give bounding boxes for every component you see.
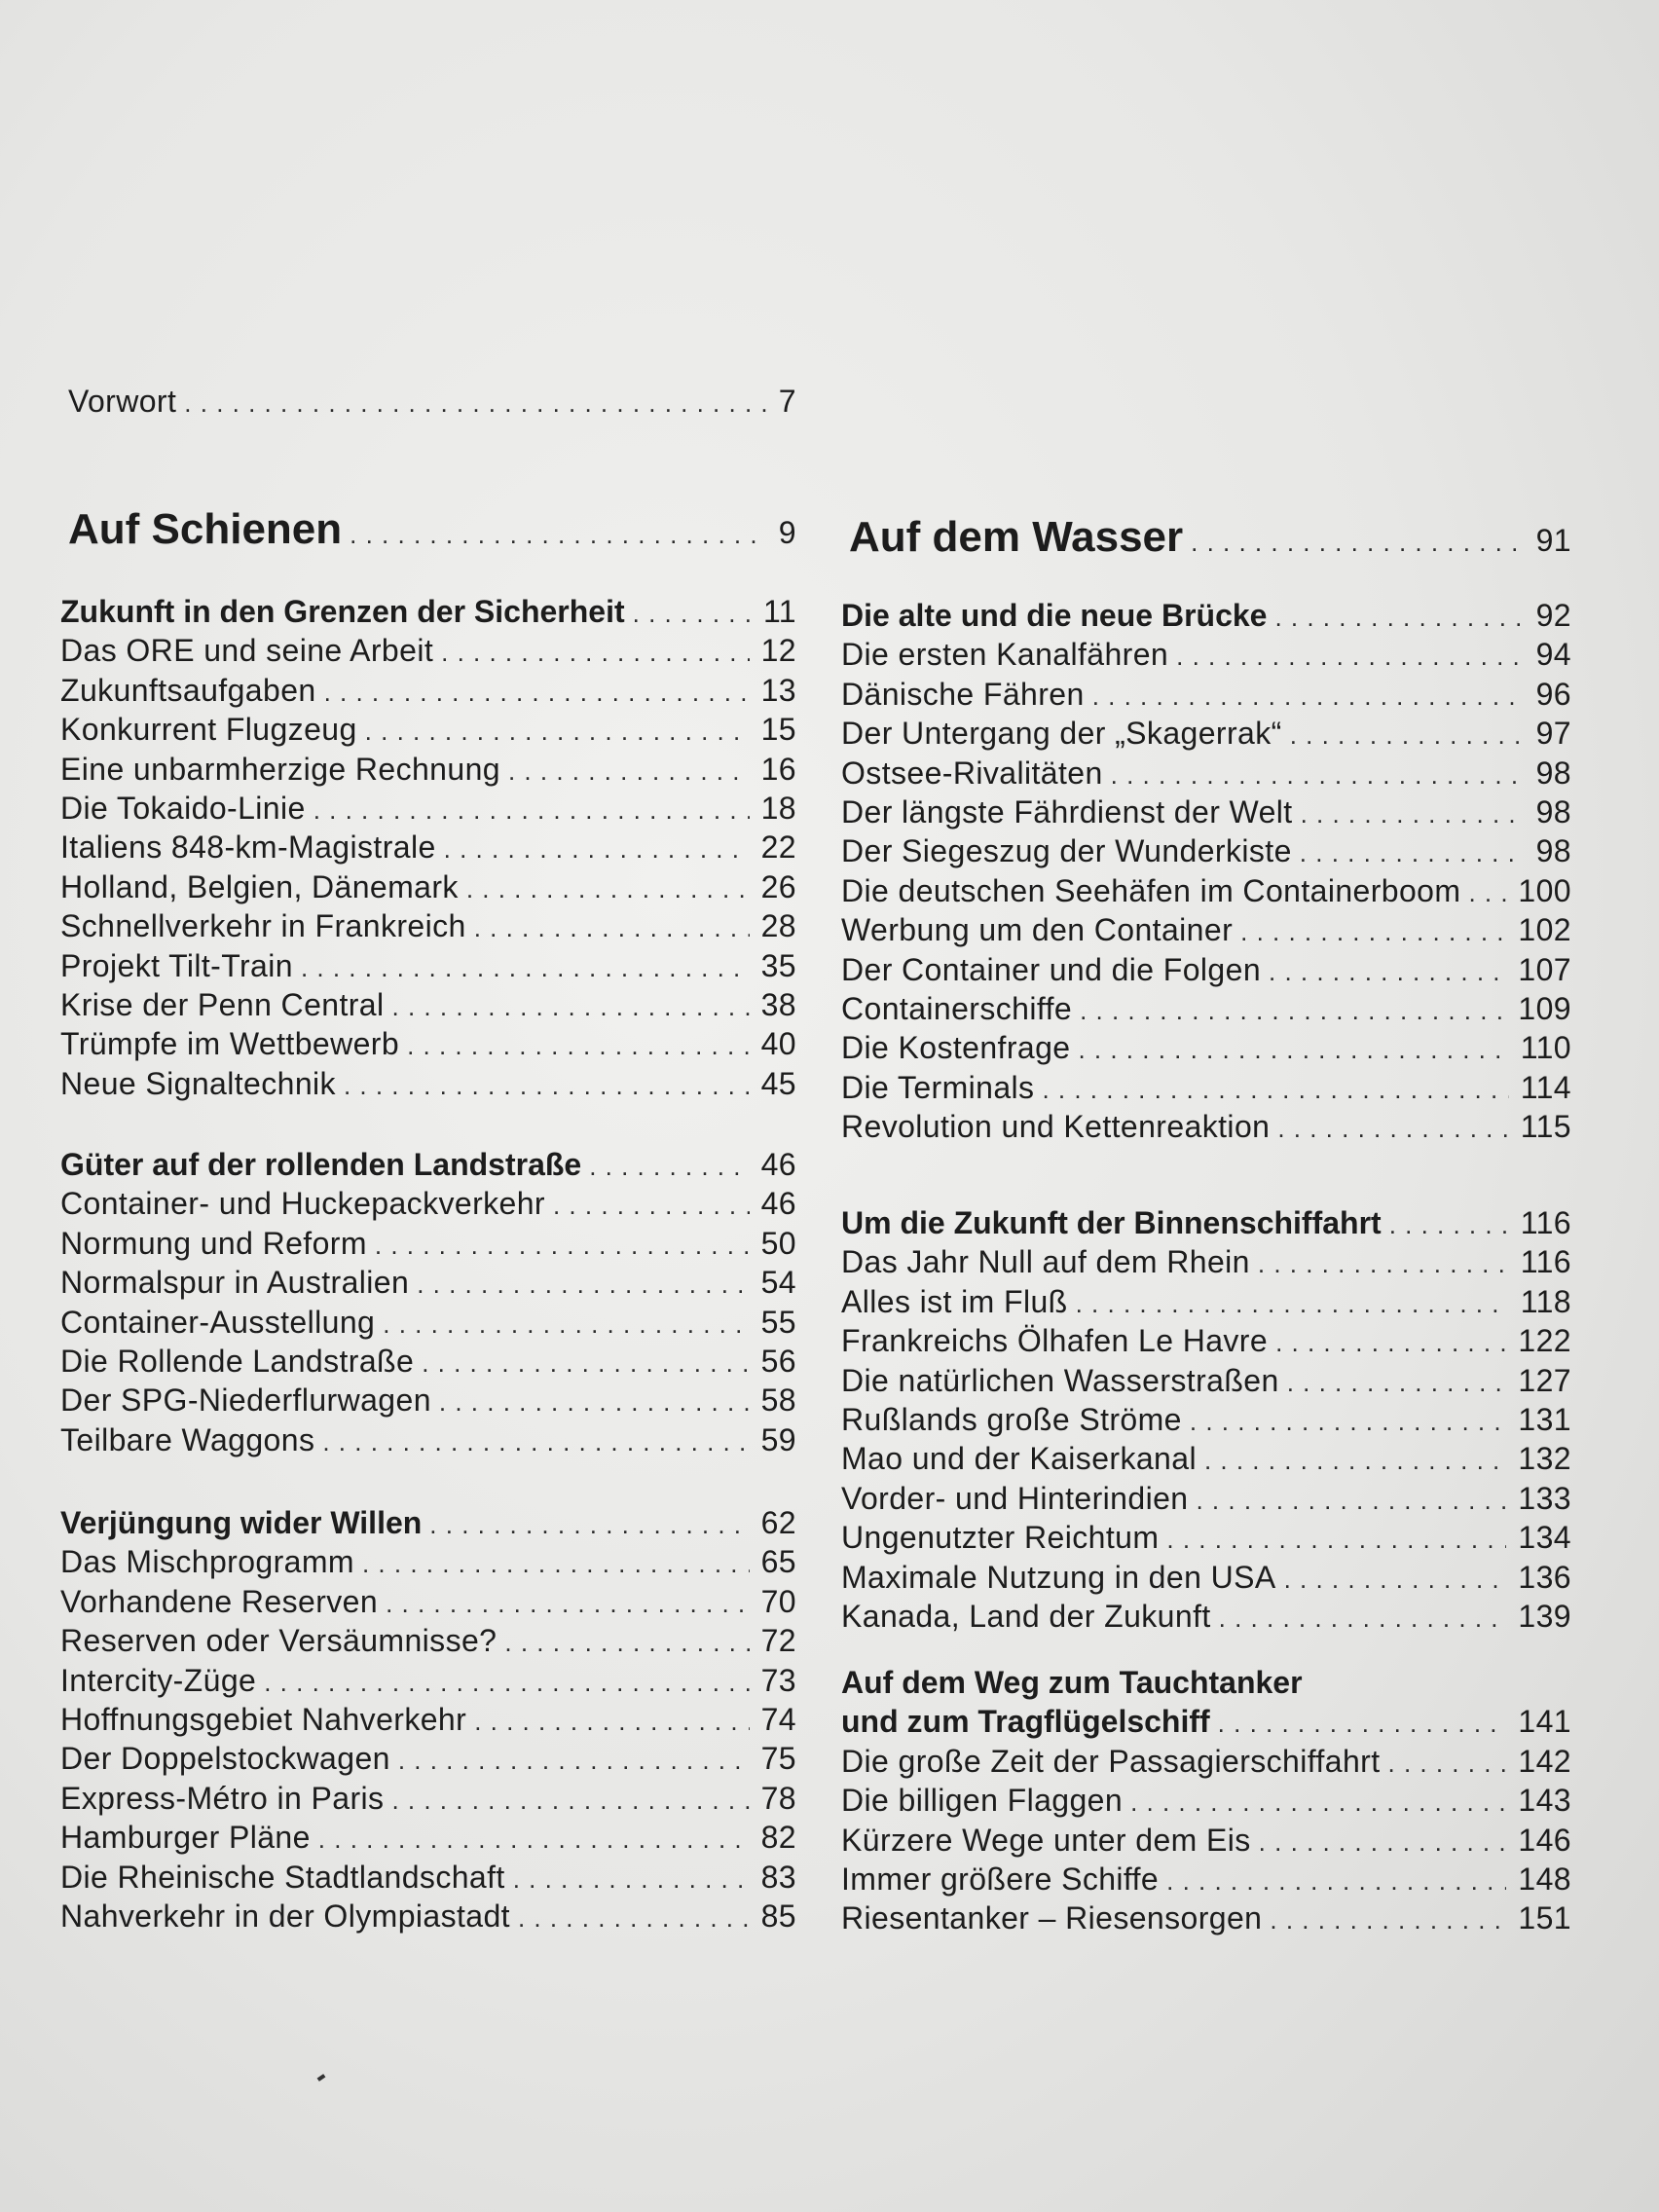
toc-entry	[841, 793, 1571, 833]
toc-entry-page-number: 133	[1518, 1480, 1571, 1516]
toc-entry-title: Neue Signaltechnik	[60, 1065, 336, 1101]
toc-entry-title: Immer größere Schiffe	[841, 1862, 1160, 1897]
right-section-heading-page-number: 141	[1518, 1704, 1571, 1740]
dot-leader	[313, 791, 750, 830]
toc-entry	[841, 1361, 1571, 1402]
toc-entry-page-number: 72	[760, 1623, 796, 1659]
toc-entry-title: Der Container und die Folgen	[841, 951, 1262, 987]
toc-entry-title: Konkurrent Flugzeug	[60, 712, 357, 748]
dot-leader	[466, 869, 750, 908]
dot-leader	[1078, 1030, 1508, 1069]
toc-entry-page-number: 127	[1518, 1362, 1571, 1398]
toc-entry-title: Das ORE und seine Arbeit	[60, 633, 434, 669]
toc-entry-title: Containerschiffe	[841, 991, 1073, 1026]
toc-entry-page-number: 151	[1518, 1900, 1571, 1936]
toc-entry-title: Ostsee-Rivalitäten	[841, 755, 1103, 791]
dot-leader	[365, 712, 750, 751]
toc-entry-page-number: 146	[1518, 1822, 1571, 1858]
dot-leader	[508, 752, 750, 791]
toc-entry-title: Die deutschen Seehäfen im Containerboom	[841, 872, 1461, 908]
toc-entry	[841, 1781, 1571, 1822]
toc-entry	[60, 1897, 796, 1937]
left-section-heading-page-number: 46	[760, 1147, 796, 1182]
foreword-entry	[68, 382, 796, 423]
toc-entry-page-number: 94	[1535, 637, 1571, 673]
dot-leader	[441, 633, 749, 672]
toc-entry-title: Krise der Penn Central	[60, 987, 385, 1022]
dot-leader	[375, 1226, 750, 1265]
dot-leader	[1204, 1441, 1506, 1480]
dot-leader	[1388, 1744, 1507, 1783]
toc-entry-title: Rußlands große Ströme	[841, 1402, 1182, 1437]
toc-entry	[60, 828, 796, 868]
toc-entry	[841, 1439, 1571, 1480]
dot-leader	[1218, 1704, 1507, 1743]
toc-entry-page-number: 16	[760, 751, 796, 787]
toc-entry-page-number: 75	[760, 1741, 796, 1777]
toc-entry	[841, 1597, 1571, 1638]
toc-entry-title: Intercity-Züge	[60, 1662, 257, 1698]
toc-entry-title: Reserven oder Versäumnisse?	[60, 1623, 498, 1659]
toc-entry-page-number: 59	[760, 1421, 796, 1457]
toc-entry	[841, 675, 1571, 716]
toc-entry-title: Alles ist im Fluß	[841, 1283, 1068, 1319]
toc-entry	[841, 1518, 1571, 1559]
dot-leader	[1275, 1323, 1506, 1362]
dot-leader	[1166, 1520, 1506, 1559]
left-section-heading-page-number: 11	[762, 594, 796, 629]
toc-entry-title: Die Tokaido-Linie	[60, 791, 306, 826]
toc-entry-title: Der Doppelstockwagen	[60, 1741, 390, 1777]
dot-leader	[1277, 1109, 1508, 1148]
toc-entry	[841, 1899, 1571, 1939]
toc-entry	[60, 631, 796, 672]
toc-entry	[60, 906, 796, 947]
dot-leader	[513, 1860, 750, 1899]
dot-leader	[1166, 1862, 1506, 1900]
toc-entry	[60, 750, 796, 791]
toc-entry	[60, 1342, 796, 1382]
dot-leader	[1196, 1481, 1506, 1520]
toc-entry	[60, 1184, 796, 1225]
toc-entry-page-number: 109	[1518, 991, 1571, 1026]
dot-leader	[1176, 637, 1524, 676]
toc-entry-title: Kürzere Wege unter dem Eis	[841, 1822, 1251, 1858]
toc-entry-title: Hoffnungsgebiet Nahverkehr	[60, 1702, 467, 1737]
toc-entry-title: Ungenutzter Reichtum	[841, 1520, 1160, 1556]
foreword-entry-title: Vorwort	[68, 384, 177, 419]
toc-entry-title: Das Mischprogramm	[60, 1544, 354, 1580]
toc-entry-page-number: 22	[760, 830, 796, 866]
toc-entry-title: Dänische Fähren	[841, 676, 1085, 712]
toc-entry-title: Mao und der Kaiserkanal	[841, 1441, 1197, 1477]
toc-entry-page-number: 82	[760, 1820, 796, 1856]
toc-entry-title: Maximale Nutzung in den USA	[841, 1559, 1276, 1595]
dot-leader	[1092, 677, 1525, 716]
dot-leader	[589, 1147, 749, 1186]
dot-leader	[1042, 1070, 1508, 1109]
right-section-heading-title: Um die Zukunft der Binnenschiffahrt	[841, 1205, 1382, 1240]
toc-entry	[841, 754, 1571, 794]
toc-entry	[841, 1400, 1571, 1441]
left-part-heading-title: Auf Schienen	[68, 505, 343, 553]
toc-entry-title: Riesentanker – Riesensorgen	[841, 1900, 1263, 1936]
toc-entry	[841, 1321, 1571, 1362]
toc-entry-title: Express-Métro in Paris	[60, 1780, 385, 1816]
toc-entry-title: Normalspur in Australien	[60, 1265, 410, 1301]
ink-mark	[317, 2074, 326, 2082]
dot-leader	[1219, 1599, 1507, 1638]
toc-entry-page-number: 83	[760, 1859, 796, 1895]
right-section-heading-line1	[841, 1663, 1571, 1702]
toc-entry-title: Container-Ausstellung	[60, 1304, 376, 1340]
toc-entry	[60, 1661, 796, 1702]
toc-entry-page-number: 118	[1520, 1283, 1571, 1319]
dot-leader	[264, 1663, 749, 1702]
toc-entry-page-number: 148	[1518, 1862, 1571, 1897]
toc-entry-page-number: 122	[1518, 1323, 1571, 1359]
toc-entry-page-number: 15	[760, 712, 796, 748]
right-section-heading-page-number: 92	[1535, 598, 1571, 633]
toc-entry-page-number: 13	[760, 672, 796, 708]
toc-entry-title: Werbung um den Container	[841, 912, 1234, 948]
toc-entry	[60, 1303, 796, 1344]
toc-entry	[60, 1064, 796, 1105]
left-part-heading-page-number: 9	[778, 515, 796, 550]
toc-entry-title: Projekt Tilt-Train	[60, 947, 293, 983]
section-title-line1: Auf dem Weg zum Tauchtanker	[841, 1665, 1303, 1700]
toc-entry-page-number: 58	[760, 1382, 796, 1419]
dot-leader	[439, 1382, 750, 1421]
dot-leader	[391, 1781, 749, 1820]
toc-entry-title: Revolution und Kettenreaktion	[841, 1109, 1271, 1145]
toc-entry-title: Hamburger Pläne	[60, 1820, 311, 1856]
dot-leader	[474, 908, 750, 947]
dot-leader	[417, 1265, 749, 1304]
dot-leader	[1240, 912, 1506, 951]
dot-leader	[1290, 716, 1525, 755]
toc-entry-title: Holland, Belgien, Dänemark	[60, 868, 459, 904]
toc-entry-page-number: 56	[760, 1344, 796, 1379]
right-part-heading-title: Auf dem Wasser	[849, 513, 1184, 561]
toc-entry-page-number: 116	[1520, 1244, 1571, 1280]
dot-leader	[633, 594, 752, 633]
toc-entry-title: Nahverkehr in der Olympiastadt	[60, 1899, 510, 1934]
toc-entry	[841, 1742, 1571, 1783]
left-section-heading	[60, 1503, 796, 1544]
toc-entry-title: Die ersten Kanalfähren	[841, 637, 1169, 673]
toc-entry	[841, 635, 1571, 676]
toc-entry-page-number: 38	[760, 987, 796, 1022]
right-section-heading	[841, 1203, 1571, 1244]
left-section-heading-page-number: 62	[760, 1505, 796, 1540]
toc-entry-title: Der Siegeszug der Wunderkiste	[841, 833, 1292, 869]
toc-entry-page-number: 110	[1520, 1030, 1571, 1066]
toc-entry-title: Vorder- und Hinterindien	[841, 1480, 1189, 1516]
dot-leader	[383, 1305, 749, 1344]
toc-entry	[841, 1282, 1571, 1323]
dot-leader	[1468, 873, 1506, 912]
toc-entry-page-number: 70	[760, 1583, 796, 1619]
toc-entry-title: Der Untergang der „Skagerrak“	[841, 716, 1282, 752]
toc-entry	[841, 1558, 1571, 1599]
dot-leader	[1274, 598, 1524, 637]
toc-entry-page-number: 28	[760, 908, 796, 944]
right-section-heading-title: und zum Tragflügelschiff	[841, 1704, 1210, 1740]
toc-entry-title: Die Kostenfrage	[841, 1030, 1071, 1066]
toc-entry	[841, 1107, 1571, 1148]
dot-leader	[1080, 991, 1506, 1030]
toc-entry	[841, 950, 1571, 991]
toc-entry	[60, 789, 796, 830]
toc-entry-page-number: 40	[760, 1026, 796, 1062]
dot-leader	[362, 1544, 750, 1583]
toc-entry	[841, 989, 1571, 1030]
dot-leader	[324, 673, 750, 712]
dot-leader	[1259, 1823, 1507, 1862]
toc-entry-page-number: 107	[1518, 951, 1571, 987]
toc-entry	[841, 1479, 1571, 1520]
toc-entry	[841, 1242, 1571, 1283]
toc-entry-title: Die Rollende Landstraße	[60, 1344, 415, 1379]
dot-leader	[504, 1623, 749, 1662]
toc-entry-title: Italiens 848-km-Magistrale	[60, 830, 436, 866]
toc-entry	[60, 710, 796, 751]
toc-entry-page-number: 143	[1518, 1783, 1571, 1819]
toc-entry	[60, 946, 796, 987]
dot-leader	[407, 1026, 750, 1065]
toc-entry	[841, 910, 1571, 951]
dot-leader	[1190, 1402, 1507, 1441]
toc-entry	[841, 1028, 1571, 1069]
dot-leader	[553, 1186, 750, 1225]
dot-leader	[1301, 794, 1525, 833]
toc-entry	[60, 1263, 796, 1304]
dot-leader	[184, 384, 767, 423]
right-section-heading-title: Die alte und die neue Brücke	[841, 598, 1268, 633]
toc-entry-page-number: 132	[1518, 1441, 1571, 1477]
toc-entry	[60, 1224, 796, 1265]
toc-entry-title: Teilbare Waggons	[60, 1421, 315, 1457]
right-section-heading-page-number: 116	[1520, 1205, 1571, 1240]
toc-entry-title: Die billigen Flaggen	[841, 1783, 1124, 1819]
dot-leader	[392, 987, 750, 1026]
toc-entry-page-number: 55	[760, 1304, 796, 1340]
toc-entry-title: Zukunftsaufgaben	[60, 672, 316, 708]
toc-entry-title: Kanada, Land der Zukunft	[841, 1599, 1211, 1634]
left-section-heading-title: Zukunft in den Grenzen der Sicherheit	[60, 594, 625, 629]
toc-entry	[60, 867, 796, 908]
foreword-entry-page-number: 7	[778, 384, 796, 419]
toc-entry	[60, 1381, 796, 1421]
toc-entry-title: Container- und Huckepackverkehr	[60, 1186, 545, 1222]
dot-leader	[318, 1820, 750, 1859]
toc-entry-page-number: 50	[760, 1225, 796, 1261]
toc-entry	[60, 671, 796, 712]
toc-entry-title: Die große Zeit der Passagierschiffahrt	[841, 1743, 1381, 1779]
left-section-heading-title: Verjüngung wider Willen	[60, 1505, 423, 1540]
toc-entry	[60, 1739, 796, 1780]
toc-entry-page-number: 114	[1520, 1069, 1571, 1105]
dot-leader	[518, 1899, 750, 1937]
toc-entry-title: Vorhandene Reserven	[60, 1583, 379, 1619]
toc-entry	[60, 1024, 796, 1065]
left-part-heading	[68, 502, 796, 562]
dot-leader	[422, 1344, 749, 1382]
toc-entry-page-number: 98	[1535, 794, 1571, 830]
toc-entry-title: Der längste Fährdienst der Welt	[841, 794, 1293, 830]
toc-entry	[60, 985, 796, 1026]
dot-leader	[1287, 1363, 1507, 1402]
dot-leader	[386, 1584, 750, 1623]
toc-entry-page-number: 73	[760, 1662, 796, 1698]
dot-leader	[344, 1066, 750, 1105]
right-section-heading	[841, 596, 1571, 637]
toc-entry-page-number: 98	[1535, 755, 1571, 791]
dot-leader	[429, 1505, 749, 1544]
toc-entry-title: Die Terminals	[841, 1069, 1035, 1105]
toc-entry-title: Trümpfe im Wettbewerb	[60, 1026, 400, 1062]
left-section-heading	[60, 1145, 796, 1186]
toc-entry-page-number: 45	[760, 1065, 796, 1101]
toc-entry-page-number: 142	[1518, 1743, 1571, 1779]
toc-entry	[60, 1582, 796, 1623]
toc-entry-page-number: 78	[760, 1780, 796, 1816]
toc-entry	[841, 1068, 1571, 1109]
toc-entry-page-number: 96	[1535, 676, 1571, 712]
toc-entry	[60, 1779, 796, 1820]
toc-entry-page-number: 26	[760, 868, 796, 904]
toc-entry	[60, 1542, 796, 1583]
dot-leader	[1270, 1900, 1506, 1939]
toc-entry	[60, 1621, 796, 1662]
dot-leader	[1111, 756, 1525, 794]
toc-entry-page-number: 98	[1535, 833, 1571, 869]
toc-entry-page-number: 100	[1518, 872, 1571, 908]
toc-entry-title: Der SPG-Niederflurwagen	[60, 1382, 431, 1419]
toc-entry	[841, 1821, 1571, 1862]
toc-entry-title: Die natürlichen Wasserstraßen	[841, 1362, 1279, 1398]
toc-entry-page-number: 139	[1518, 1599, 1571, 1634]
toc-entry-page-number: 74	[760, 1702, 796, 1737]
toc-entry-title: Das Jahr Null auf dem Rhein	[841, 1244, 1250, 1280]
toc-entry-page-number: 97	[1535, 716, 1571, 752]
toc-entry	[60, 1420, 796, 1461]
dot-leader	[1258, 1244, 1509, 1283]
toc-entry-page-number: 54	[760, 1265, 796, 1301]
toc-entry	[841, 831, 1571, 872]
toc-entry-title: Die Rheinische Stadtlandschaft	[60, 1859, 505, 1895]
toc-entry-page-number: 102	[1518, 912, 1571, 948]
dot-leader	[1389, 1205, 1509, 1244]
toc-entry-title: Frankreichs Ölhafen Le Havre	[841, 1323, 1269, 1359]
toc-entry-title: Normung und Reform	[60, 1225, 367, 1261]
toc-entry	[60, 1858, 796, 1899]
toc-entry-page-number: 18	[760, 791, 796, 826]
toc-entry-page-number: 85	[760, 1899, 796, 1934]
toc-entry	[841, 871, 1571, 912]
dot-leader	[350, 507, 767, 562]
dot-leader	[474, 1702, 749, 1741]
toc-entry-page-number: 35	[760, 947, 796, 983]
dot-leader	[1284, 1560, 1507, 1599]
dot-leader	[1300, 833, 1525, 872]
toc-entry-page-number: 131	[1518, 1402, 1571, 1437]
right-part-heading	[849, 510, 1571, 570]
toc-entry-title: Eine unbarmherzige Rechnung	[60, 751, 500, 787]
right-part-heading-page-number: 91	[1535, 523, 1571, 558]
dot-leader	[322, 1422, 749, 1461]
toc-entry-page-number: 12	[760, 633, 796, 669]
left-section-heading-title: Güter auf der rollenden Landstraße	[60, 1147, 582, 1182]
toc-entry	[60, 1700, 796, 1741]
toc-entry	[60, 1818, 796, 1859]
right-section-heading	[841, 1702, 1571, 1743]
toc-entry	[841, 714, 1571, 755]
left-section-heading	[60, 592, 796, 633]
dot-leader	[398, 1741, 750, 1780]
toc-entry-page-number: 136	[1518, 1559, 1571, 1595]
toc-entry-page-number: 46	[760, 1186, 796, 1222]
dot-leader	[444, 830, 750, 868]
dot-leader	[301, 948, 750, 987]
dot-leader	[1191, 515, 1524, 570]
toc-entry-title: Schnellverkehr in Frankreich	[60, 908, 466, 944]
toc-entry	[841, 1860, 1571, 1900]
dot-leader	[1130, 1783, 1506, 1822]
toc-entry-page-number: 115	[1520, 1109, 1571, 1145]
dot-leader	[1269, 952, 1506, 991]
toc-entry-page-number: 65	[760, 1544, 796, 1580]
dot-leader	[1076, 1284, 1509, 1323]
toc-entry-page-number: 134	[1518, 1520, 1571, 1556]
